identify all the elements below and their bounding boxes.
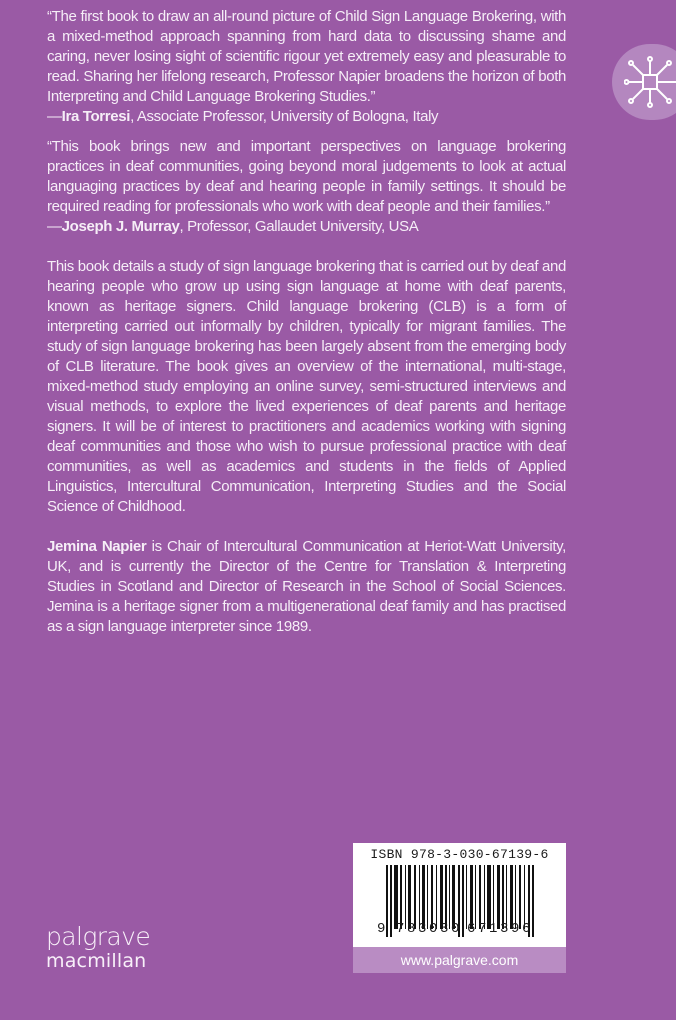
circuit-chip-icon	[624, 54, 676, 110]
author-bio-text: is Chair of Intercultural Communication at Heriot-Watt University, UK, and is currently the Director of the Centre for Translation & Interpreting Studies in Scotland and Director of Research in the School of Social Sciences. Jemina is a heritage signer from a multigenerational deaf family and has practised as a sign language interpreter since 1989.	[47, 538, 566, 635]
series-badge	[612, 44, 676, 120]
quote-attribution	[47, 107, 566, 127]
barcode-digits-left: 783030	[396, 921, 463, 937]
quote-author: Joseph J. Murray	[61, 218, 180, 235]
endorsement-quote-1	[47, 7, 566, 127]
quote-affiliation: , Associate Professor, University of Bologna, Italy	[130, 108, 439, 125]
author-name: Jemina Napier	[47, 538, 147, 555]
cover-text-column	[47, 7, 566, 637]
publisher-logo-line2: macmillan	[46, 950, 147, 972]
book-description: This book details a study of sign language brokering that is carried out by deaf and hearing people who grow up using sign language at home with deaf parents, known as heritage signers. Child language brokering (CLB) is a form of interpreting carried out informally by children, typically for migrant families. The study of sign language brokering has been largely absent from the emerging body of CLB literature. The book gives an overview of the international, multi-stage, mixed-method study employing an online survey, semi-structured interviews and visual methods, to explore the lived experiences of deaf parents and heritage signers. It will be of interest to practitioners and academics working with signing deaf communities and those who wish to pursue professional practice with deaf communities, as well as academics and students in the fields of Applied Linguistics, Intercultural Communication, Interpreting Studies and the Social Science of Childhood.	[47, 258, 566, 515]
quote-affiliation: , Professor, Gallaudet University, USA	[179, 218, 419, 235]
author-bio	[47, 537, 566, 637]
barcode-digits-right: 671396	[467, 921, 534, 937]
quote-text: “This book brings new and important perspectives on language brokering practices in deaf communities, going beyond moral judgements to look at actual languaging practices by deaf and hearing people in family settings. It should be required reading for professionals who work with deaf people and their families.”	[47, 138, 566, 215]
endorsement-quote-2	[47, 137, 566, 237]
publisher-logo	[46, 924, 150, 971]
isbn-label: ISBN 978-3-030-67139-6	[370, 847, 549, 862]
quote-text: “The first book to draw an all-round picture of Child Sign Language Brokering, with a mixed-method approach spanning from hard data to discussing shame and caring, never losing sight of scientific rigour yet extremely easy and pleasurable to read. Sharing her lifelong research, Professor Napier broadens the horizon of both Interpreting and Child Language Brokering Studies.”	[47, 8, 566, 105]
em-dash: —	[47, 218, 62, 235]
quote-author: Ira Torresi	[61, 108, 131, 125]
isbn-barcode-box	[353, 843, 566, 973]
publisher-url[interactable]: www.palgrave.com	[353, 947, 566, 973]
publisher-logo-line1: palgrave	[46, 922, 151, 951]
em-dash: —	[47, 108, 62, 125]
quote-attribution	[47, 217, 566, 237]
barcode-digit-prefix: 9	[377, 921, 386, 937]
